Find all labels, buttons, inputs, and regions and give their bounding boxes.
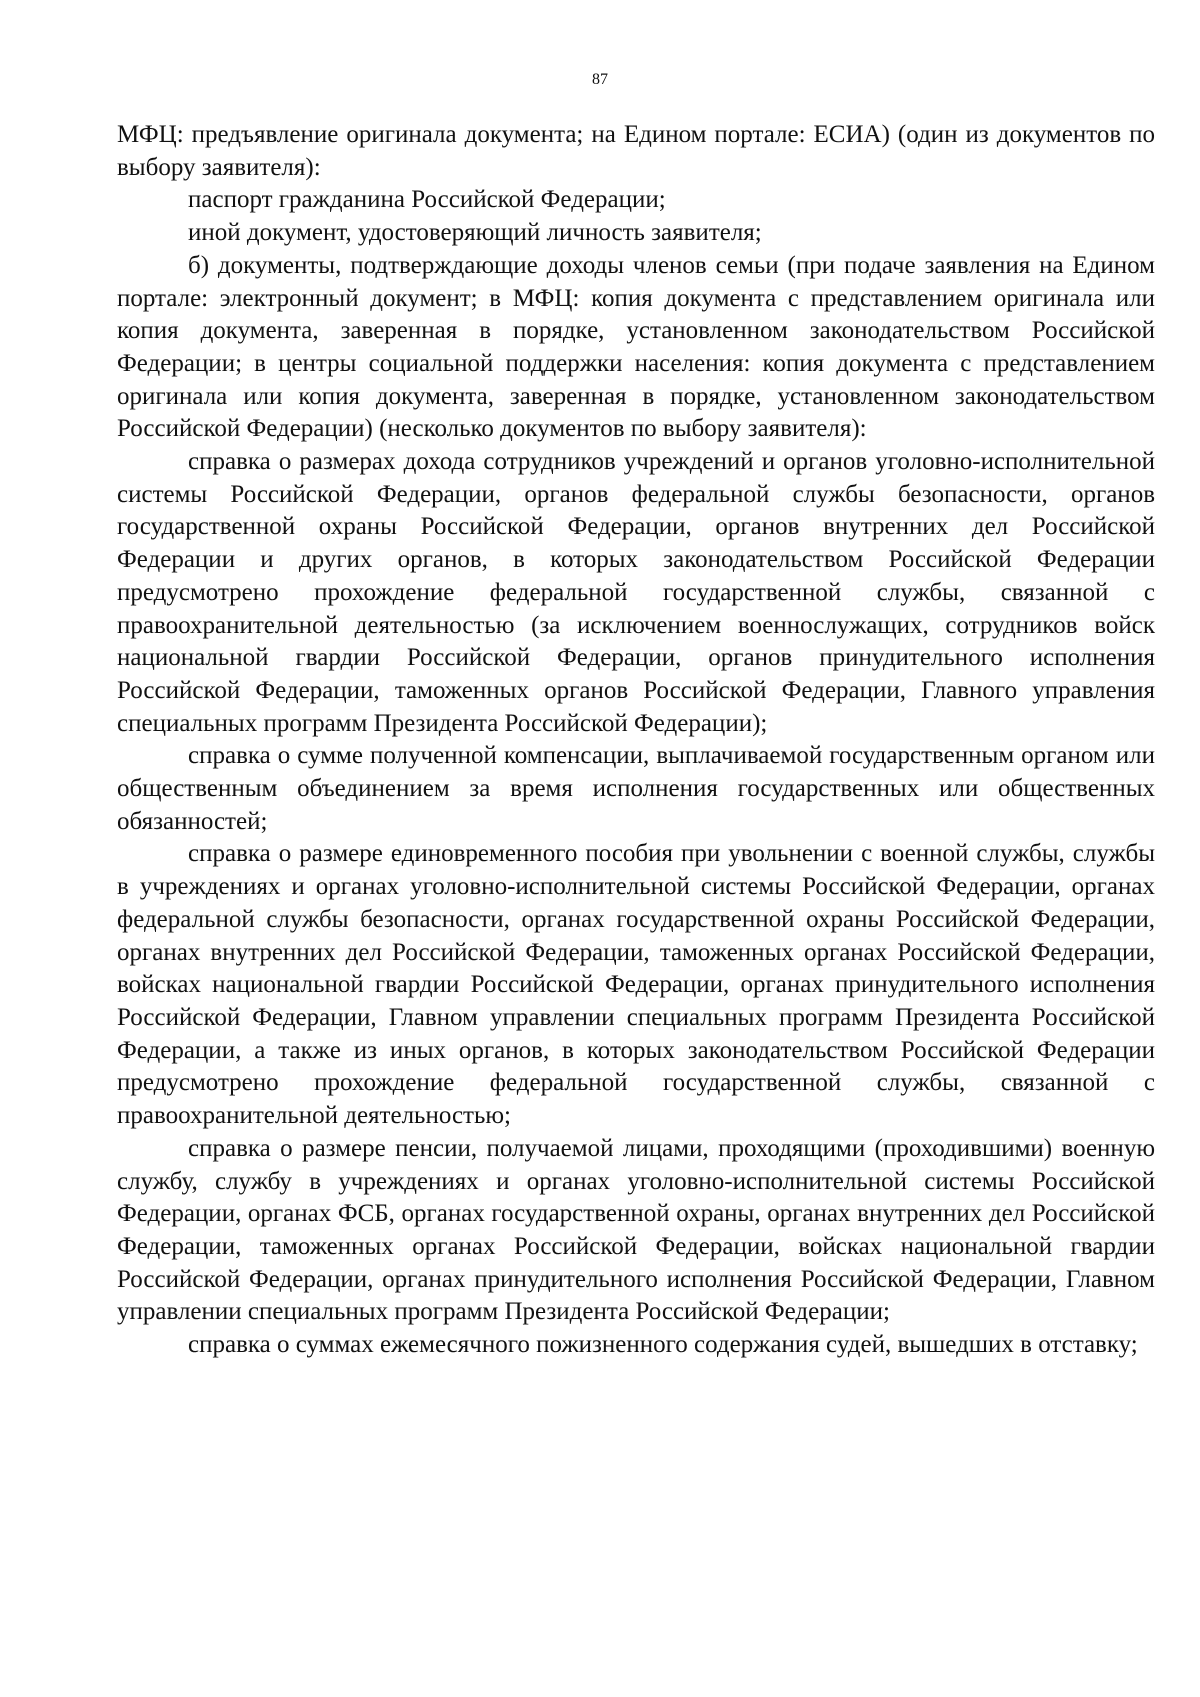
paragraph: МФЦ: предъявление оригинала документа; на Едином портале: ЕСИА) (один из документов по выбору заявителя): xyxy=(117,121,1155,181)
page-number: 87 xyxy=(592,71,608,88)
paragraph: справка о размере пенсии, получаемой лицами, проходящими (проходившими) военную службу, службу в учреждениях и органах уголовно-исполнительной системы Российской Федерации, органах ФСБ, органах государственной охраны, органах внутренних дел Российской Федерации, таможенных органах Российской Федерации, войсках национальной гвардии Российской Федерации, органах принудительного исполнения Российской Федерации, Главном управлении специальных программ Президента Российской Федерации; xyxy=(117,1134,1155,1326)
paragraph: паспорт гражданина Российской Федерации; xyxy=(188,186,666,214)
paragraph: б) документы, подтверждающие доходы членов семьи (при подаче заявления на Едином портале: электронный документ; в МФЦ: копия документа с представлением оригинала или копия документа, заверенная в порядке, установленном законодательством Российской Федерации; в центры социальной поддержки населения: копия документа с представлением оригинала или копия документа, заверенная в порядке, установленном законодательством Российской Федерации) (несколько документов по выбору заявителя): xyxy=(117,251,1155,443)
paragraph: справка о сумме полученной компенсации, выплачиваемой государственным органом или общественным объединением за время исполнения государственных или общественных обязанностей; xyxy=(117,742,1155,835)
paragraph: справка о размере единовременного пособия при увольнении с военной службы, службы в учреждениях и органах уголовно-исполнительной системы Российской Федерации, органах федеральной службы безопасности, органах государственной охраны Российской Федерации, органах внутренних дел Российской Федерации, таможенных органах Российской Федерации, войсках национальной гвардии Российской Федерации, органах принудительного исполнения Российской Федерации, Главном управлении специальных программ Президента Российской Федерации, а также из иных органов, в которых законодательством Российской Федерации предусмотрено прохождение федеральной государственной службы, связанной с правоохранительной деятельностью; xyxy=(117,840,1155,1130)
paragraph: справка о суммах ежемесячного пожизненного содержания судей, вышедших в отставку; xyxy=(188,1331,1138,1359)
paragraph: иной документ, удостоверяющий личность заявителя; xyxy=(188,219,762,247)
paragraph: справка о размерах дохода сотрудников учреждений и органов уголовно-исполнительной системы Российской Федерации, органов федеральной службы безопасности, органов государственной охраны Российской Федерации, органов внутренних дел Российской Федерации и других органов, в которых законодательством Российской Федерации предусмотрено прохождение федеральной государственной службы, связанной с правоохранительной деятельностью (за исключением военнослужащих, сотрудников войск национальной гвардии Российской Федерации, органов принудительного исполнения Российской Федерации, таможенных органов Российской Федерации, Главного управления специальных программ Президента Российской Федерации); xyxy=(117,448,1155,737)
document-body xyxy=(117,119,1155,1362)
